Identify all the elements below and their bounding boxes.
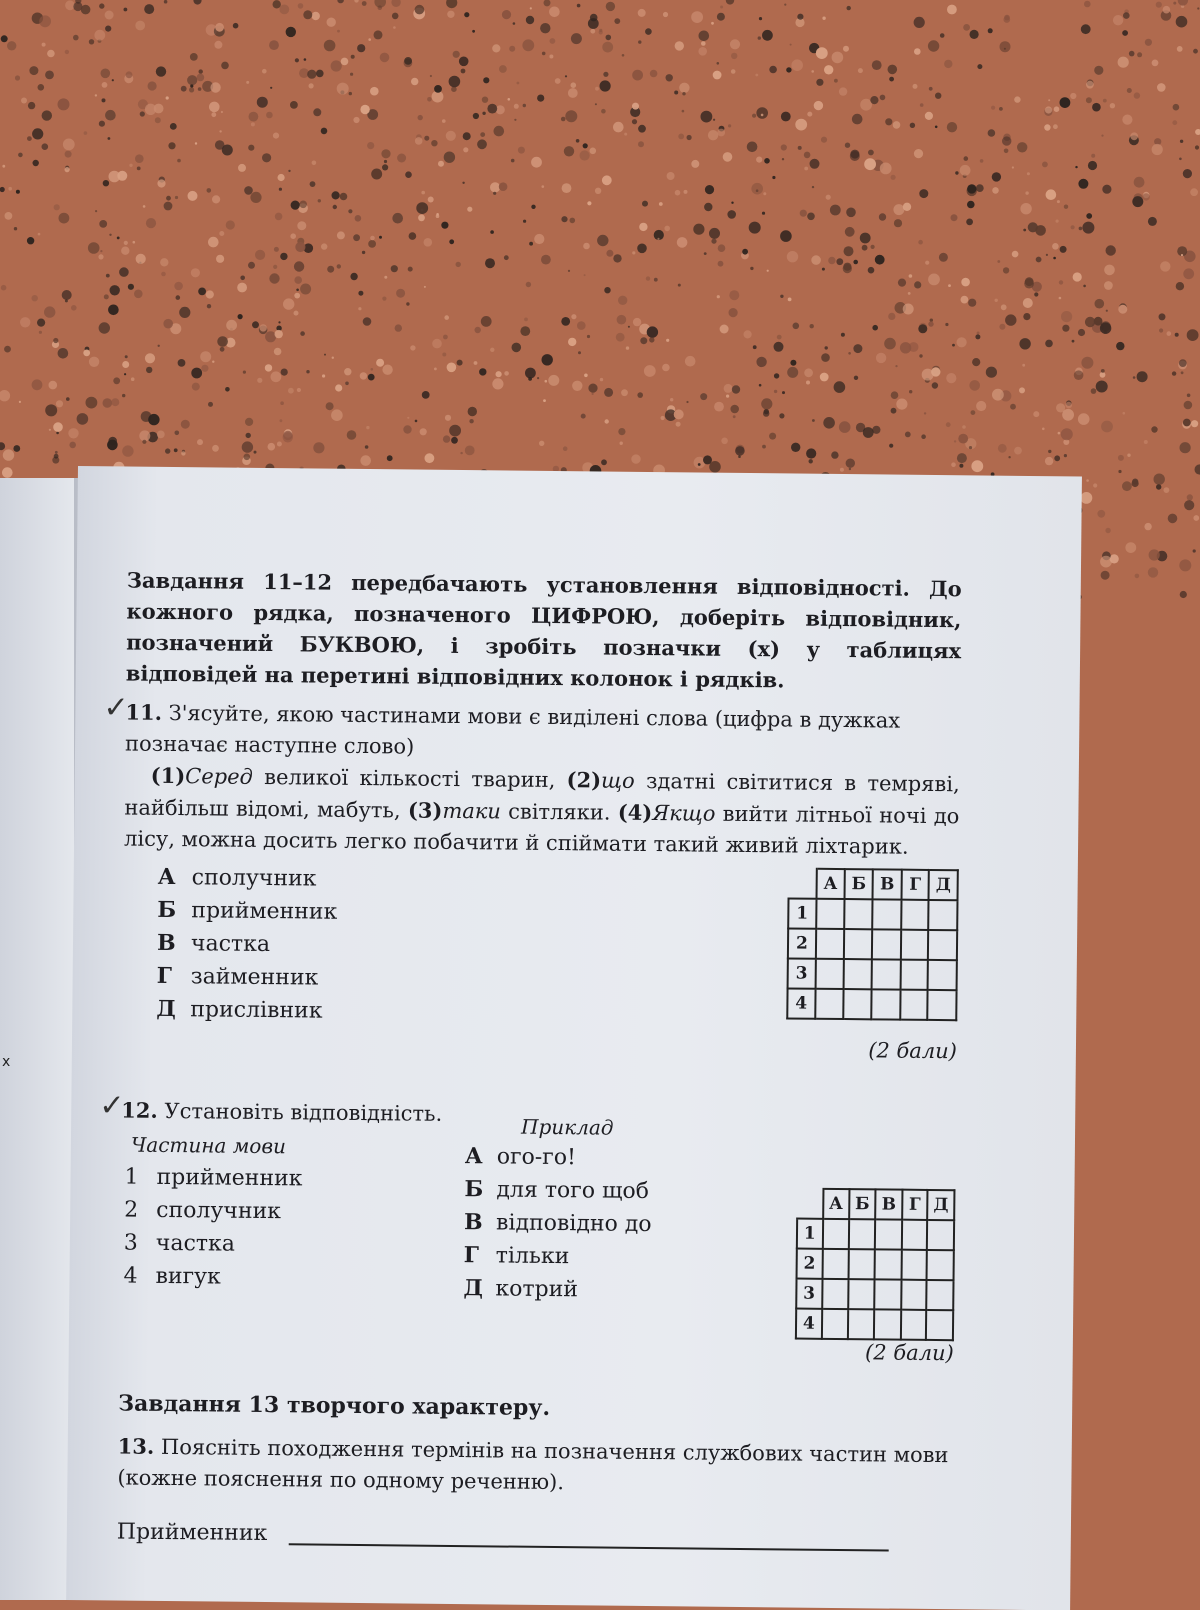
grid-cell[interactable] <box>929 900 958 930</box>
grid-cell[interactable] <box>901 1310 927 1340</box>
list-item: Б для того щоб <box>464 1173 730 1209</box>
task-11-score: (2 бали) <box>122 1030 957 1063</box>
grid-cell[interactable] <box>849 1219 876 1249</box>
grid-cell[interactable] <box>927 1220 954 1250</box>
grid-cell[interactable] <box>875 1219 902 1249</box>
grid-cell[interactable] <box>815 989 844 1019</box>
page-content <box>117 565 962 1554</box>
answer-prepositions <box>117 1519 952 1553</box>
grid-cell[interactable] <box>843 989 872 1019</box>
list-item: Б прийменник <box>157 894 958 935</box>
grid-cell[interactable] <box>848 1249 875 1279</box>
grid-cell[interactable] <box>844 899 873 929</box>
grid-cell[interactable] <box>900 960 928 990</box>
left-page-mark: x <box>2 1054 10 1070</box>
grid-cell[interactable] <box>872 959 901 989</box>
grid-cell[interactable] <box>926 1310 953 1340</box>
grid-cell[interactable] <box>872 929 901 959</box>
column-header-example: Приклад <box>461 1114 731 1141</box>
grid-cell[interactable] <box>926 1280 953 1310</box>
grid-cell[interactable] <box>848 1309 875 1339</box>
worksheet-page <box>66 466 1082 1610</box>
grid-cell[interactable] <box>872 989 901 1019</box>
grid-cell[interactable] <box>874 1309 901 1339</box>
grid-cell[interactable] <box>901 1280 927 1310</box>
grid-cell[interactable] <box>815 959 844 989</box>
grid-cell[interactable] <box>822 1279 849 1309</box>
grid-cell[interactable] <box>822 1219 849 1249</box>
task-13 <box>117 1430 953 1502</box>
list-item: 2 сполучник <box>124 1194 460 1231</box>
grid-cell[interactable] <box>901 1250 927 1280</box>
grid-cell[interactable] <box>928 960 957 990</box>
task-13-question: Поясніть походження термінів на позначення службових частин мови (кожне пояснення по одному реченню). <box>117 1435 948 1494</box>
list-item: 3 частка <box>124 1227 460 1264</box>
grid-cell[interactable] <box>902 1220 928 1250</box>
answer-line[interactable] <box>289 1543 889 1551</box>
task-12-answer-area <box>119 1132 956 1341</box>
grid-cell[interactable] <box>844 959 873 989</box>
list-item: А сполучник <box>158 861 959 902</box>
list-item: В відповідно до <box>464 1206 730 1242</box>
grid-cell[interactable] <box>928 990 957 1020</box>
answer-label: Прийменник <box>117 1519 268 1546</box>
task-11-question: З'ясуйте, якою частинами мови є виділені слова (цифра в дужках позначає наступне слово) <box>125 701 900 759</box>
grid-cell[interactable] <box>875 1279 902 1309</box>
answer-grid-12: А Б В Г Д 1 2 3 4 <box>795 1188 956 1342</box>
task-11-number: 11. <box>125 700 162 725</box>
list-item: Д прислівник <box>156 993 957 1034</box>
grid-cell[interactable] <box>900 990 928 1020</box>
grid-cell[interactable] <box>927 1250 954 1280</box>
list-item: Д котрий <box>463 1272 729 1308</box>
grid-cell[interactable] <box>816 929 845 959</box>
column-header-part: Частина мови <box>121 1132 461 1160</box>
section-13-heading: Завдання 13 творчого характеру. <box>118 1390 953 1425</box>
grid-cell[interactable] <box>901 900 929 930</box>
grid-cell[interactable] <box>848 1279 875 1309</box>
task-11-text: (1)Серед великої кількості тварин, (2)що здатні світитися в темряві, найбільш відомі, мабуть, (3)таки світляки. (4)Якщо вийти літньої ночі до лісу, можна досить легко побачити й спіймати такий живий ліхтарик. <box>124 760 960 864</box>
grid-cell[interactable] <box>901 930 929 960</box>
list-item: А ого-го! <box>465 1140 731 1176</box>
task-12-question: Установіть відповідність. <box>164 1099 442 1126</box>
parts-of-speech-column <box>119 1132 461 1305</box>
task-12-items <box>123 1161 460 1297</box>
grid-cell[interactable] <box>844 929 873 959</box>
grid-cell[interactable] <box>873 899 902 929</box>
task-12-score: (2 бали) <box>119 1332 954 1365</box>
grid-cell[interactable] <box>821 1309 848 1339</box>
task-11 <box>125 697 961 769</box>
task-12-examples <box>463 1140 731 1308</box>
grid-cell[interactable] <box>822 1249 849 1279</box>
list-item: В частка <box>157 927 958 968</box>
checkmark-icon: ✓ <box>99 1090 124 1121</box>
list-item: 1 прийменник <box>124 1161 460 1198</box>
answer-grid-11: А Б В Г Д 1 2 3 4 <box>786 867 959 1021</box>
task-13-number: 13. <box>118 1433 155 1458</box>
list-item: Г тільки <box>464 1239 730 1275</box>
task-11-answer-area <box>122 861 959 1040</box>
grid-cell[interactable] <box>928 930 957 960</box>
examples-column <box>459 1136 731 1308</box>
instructions: Завдання 11–12 передбачають установлення відповідності. До кожного рядка, позначеного ЦИФРОЮ, доберіть відповідник, позначений БУКВОЮ, і зробіть позначки (х) у таблицях відповідей на перетині відповідних колонок і рядків. <box>126 565 962 698</box>
list-item: 4 вигук <box>123 1260 459 1297</box>
grid-cell[interactable] <box>875 1249 902 1279</box>
list-item: Г займенник <box>156 960 957 1001</box>
checkmark-icon: ✓ <box>103 692 128 723</box>
task-12-number: 12. <box>121 1097 158 1122</box>
grid-cell[interactable] <box>816 899 845 929</box>
